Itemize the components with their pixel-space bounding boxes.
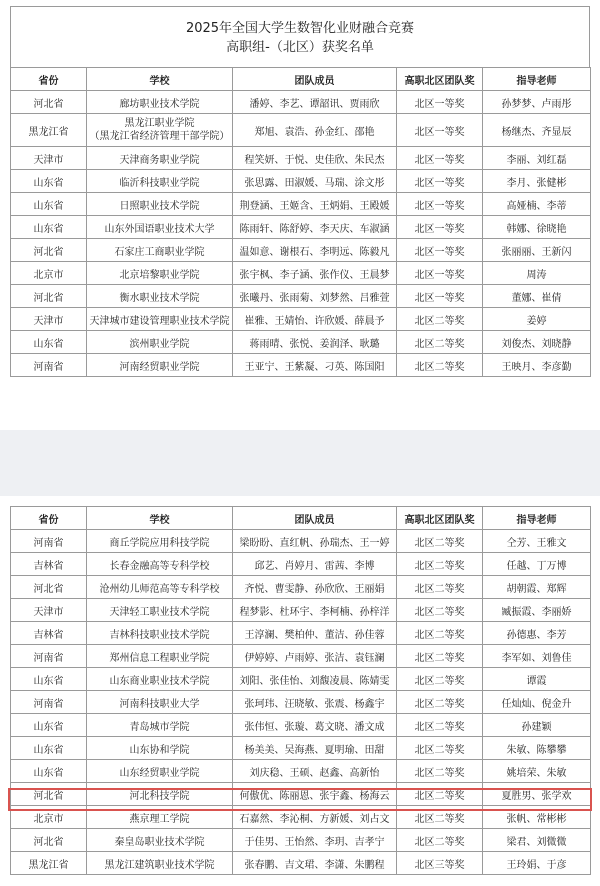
cell-school: 秦皇岛职业技术学院	[87, 829, 233, 852]
school-name: 山东外国语职业技术大学	[104, 223, 215, 235]
cell-teacher: 胡朝霞、郑辉	[483, 576, 591, 599]
cell-teacher: 周涛	[483, 262, 591, 285]
cell-members: 于佳男、王怡然、李玥、吉孝宁	[233, 829, 397, 852]
cell-members: 杨美美、吴海燕、夏明瑜、田甜	[233, 737, 397, 760]
document-page-2	[10, 506, 590, 875]
header-school: 学校	[87, 507, 233, 530]
cell-teacher: 张帆、常彬彬	[483, 806, 591, 829]
cell-award: 北区一等奖	[397, 147, 483, 170]
school-name: 日照职业技术学院	[119, 200, 200, 212]
table-1-body	[11, 91, 591, 377]
cell-school	[87, 239, 233, 262]
cell-province: 天津市	[11, 147, 87, 170]
cell-school	[87, 308, 233, 331]
cell-award: 北区二等奖	[397, 553, 483, 576]
cell-members: 郑旭、袁浩、孙金红、邵艳	[233, 114, 397, 147]
cell-award: 北区二等奖	[397, 576, 483, 599]
header-province: 省份	[11, 68, 87, 91]
cell-award: 北区一等奖	[397, 262, 483, 285]
cell-members: 潘婷、李艺、谭韶讯、贾雨欣	[233, 91, 397, 114]
cell-award: 北区一等奖	[397, 239, 483, 262]
cell-award: 北区一等奖	[397, 193, 483, 216]
cell-teacher: 朱敏、陈攀攀	[483, 737, 591, 760]
header-members: 团队成员	[233, 68, 397, 91]
cell-teacher: 董娜、崔倩	[483, 285, 591, 308]
cell-province: 山东省	[11, 193, 87, 216]
table-row	[11, 737, 591, 760]
document-title	[10, 6, 590, 67]
cell-province: 山东省	[11, 668, 87, 691]
table-row	[11, 114, 591, 147]
cell-school	[87, 331, 233, 354]
cell-award: 北区二等奖	[397, 737, 483, 760]
school-name: 衡水职业技术学院	[119, 292, 200, 304]
cell-members: 崔雅、王婧怡、许欣媛、薛晨予	[233, 308, 397, 331]
school-name: 临沂科技职业学院	[119, 177, 200, 189]
school-name: 廊坊职业技术学院	[119, 98, 200, 110]
cell-members: 邱艺、肖婷月、雷茜、李博	[233, 553, 397, 576]
cell-award: 北区二等奖	[397, 691, 483, 714]
cell-award: 北区二等奖	[397, 599, 483, 622]
cell-teacher: 王映月、李彦勤	[483, 354, 591, 377]
cell-teacher: 任越、丁万博	[483, 553, 591, 576]
cell-members: 刘阳、张佳怡、刘馥凌晨、陈婧雯	[233, 668, 397, 691]
table-row	[11, 216, 591, 239]
page-gap	[0, 430, 600, 496]
document-page-1	[10, 6, 590, 377]
cell-province: 天津市	[11, 308, 87, 331]
cell-teacher: 梁君、刘微微	[483, 829, 591, 852]
cell-province: 山东省	[11, 331, 87, 354]
cell-school: 燕京理工学院	[87, 806, 233, 829]
cell-members: 张曦丹、张雨菊、刘梦然、吕雅萱	[233, 285, 397, 308]
cell-teacher: 杨继杰、齐显辰	[483, 114, 591, 147]
cell-award: 北区二等奖	[397, 645, 483, 668]
cell-school: 青岛城市学院	[87, 714, 233, 737]
cell-school: 山东协和学院	[87, 737, 233, 760]
cell-teacher: 刘俊杰、刘晓静	[483, 331, 591, 354]
cell-school: 郑州信息工程职业学院	[87, 645, 233, 668]
header-award: 高职北区团队奖	[397, 68, 483, 91]
table-row	[11, 193, 591, 216]
cell-members: 温如意、谢根石、李明远、陈毅凡	[233, 239, 397, 262]
table-header-row	[11, 68, 591, 91]
table-row	[11, 331, 591, 354]
cell-award: 北区一等奖	[397, 114, 483, 147]
cell-teacher: 孙梦梦、卢雨彤	[483, 91, 591, 114]
cell-award: 北区二等奖	[397, 354, 483, 377]
awards-table-1	[10, 67, 591, 377]
table-row	[11, 91, 591, 114]
cell-teacher: 任灿灿、倪金升	[483, 691, 591, 714]
cell-members: 张春鹏、吉文珺、李潇、朱鹏程	[233, 852, 397, 875]
table-header-row	[11, 507, 591, 530]
title-line-1: 2025年全国大学生数智化业财融合竞赛	[185, 21, 415, 36]
school-name: 滨州职业学院	[129, 338, 190, 350]
table-row	[11, 530, 591, 553]
table-row	[11, 308, 591, 331]
awards-table-2	[10, 506, 591, 875]
cell-province: 河南省	[11, 354, 87, 377]
cell-teacher: 孙建颖	[483, 714, 591, 737]
cell-teacher: 臧振霞、李丽娇	[483, 599, 591, 622]
cell-members: 刘庆稳、王硕、赵鑫、高新怡	[233, 760, 397, 783]
cell-teacher: 张丽丽、王新闪	[483, 239, 591, 262]
cell-members: 程笑妍、于悦、史佳欣、朱民杰	[233, 147, 397, 170]
cell-school: 河北科技学院	[87, 783, 233, 806]
cell-award: 北区二等奖	[397, 829, 483, 852]
table-2-body	[11, 530, 591, 875]
cell-award: 北区二等奖	[397, 783, 483, 806]
table-row	[11, 852, 591, 875]
cell-school	[87, 170, 233, 193]
cell-school: 沧州幼儿师范高等专科学校	[87, 576, 233, 599]
cell-teacher: 谭霞	[483, 668, 591, 691]
cell-school	[87, 285, 233, 308]
cell-province: 黑龙江省	[11, 114, 87, 147]
cell-province: 吉林省	[11, 622, 87, 645]
cell-province: 河南省	[11, 530, 87, 553]
cell-school: 天津轻工职业技术学院	[87, 599, 233, 622]
cell-province: 河北省	[11, 829, 87, 852]
cell-teacher: 夏胜男、张学欢	[483, 783, 591, 806]
cell-school	[87, 262, 233, 285]
cell-members: 陈雨轩、陈舒婷、李天庆、车淑涵	[233, 216, 397, 239]
table-row	[11, 668, 591, 691]
table-row	[11, 645, 591, 668]
cell-school: 河南科技职业大学	[87, 691, 233, 714]
title-line-2: 高职组-（北区）获奖名单	[226, 40, 374, 55]
header-school: 学校	[87, 68, 233, 91]
table-row	[11, 262, 591, 285]
cell-award: 北区三等奖	[397, 852, 483, 875]
cell-award: 北区一等奖	[397, 285, 483, 308]
cell-members: 荆登涵、王姬含、王炳娟、王殿媛	[233, 193, 397, 216]
table-row	[11, 285, 591, 308]
cell-teacher: 韩娜、徐晓艳	[483, 216, 591, 239]
cell-teacher: 姜婷	[483, 308, 591, 331]
cell-teacher: 姚培荣、朱敏	[483, 760, 591, 783]
cell-award: 北区二等奖	[397, 760, 483, 783]
cell-award: 北区一等奖	[397, 170, 483, 193]
cell-province: 天津市	[11, 599, 87, 622]
school-name: 天津商务职业学院	[119, 154, 200, 166]
cell-school: 山东经贸职业学院	[87, 760, 233, 783]
cell-school: 商丘学院应用科技学院	[87, 530, 233, 553]
cell-school	[87, 147, 233, 170]
cell-school: 吉林科技职业技术学院	[87, 622, 233, 645]
cell-award: 北区二等奖	[397, 308, 483, 331]
cell-award: 北区二等奖	[397, 714, 483, 737]
cell-teacher: 王玲娟、于彦	[483, 852, 591, 875]
cell-members: 齐悦、曹雯静、孙欣欣、王丽娟	[233, 576, 397, 599]
header-province: 省份	[11, 507, 87, 530]
cell-province: 山东省	[11, 760, 87, 783]
highlight-annotation-box	[8, 788, 592, 811]
table-row	[11, 691, 591, 714]
cell-province: 山东省	[11, 170, 87, 193]
table-row	[11, 239, 591, 262]
cell-teacher: 李丽、刘红磊	[483, 147, 591, 170]
cell-members: 伊婷婷、卢雨婷、张洁、袁钰澜	[233, 645, 397, 668]
table-row	[11, 622, 591, 645]
cell-province: 黑龙江省	[11, 852, 87, 875]
school-name: 天津城市建设管理职业技术学院	[89, 315, 230, 327]
cell-members: 梁盼盼、直红帆、孙瑞杰、王一婷	[233, 530, 397, 553]
table-row	[11, 599, 591, 622]
table-row	[11, 829, 591, 852]
cell-award: 北区二等奖	[397, 622, 483, 645]
cell-teacher: 仝芳、王雅文	[483, 530, 591, 553]
table-row	[11, 714, 591, 737]
cell-award: 北区一等奖	[397, 216, 483, 239]
cell-school: 长春金融高等专科学校	[87, 553, 233, 576]
cell-province: 山东省	[11, 737, 87, 760]
cell-members: 石嘉然、李沁桐、方新媛、刘占文	[233, 806, 397, 829]
header-members: 团队成员	[233, 507, 397, 530]
header-teacher: 指导老师	[483, 507, 591, 530]
cell-teacher: 孙德惠、李芳	[483, 622, 591, 645]
cell-province: 河南省	[11, 645, 87, 668]
cell-province: 河南省	[11, 691, 87, 714]
cell-province: 山东省	[11, 216, 87, 239]
cell-school: 山东商业职业技术学院	[87, 668, 233, 691]
cell-members: 蒋雨晴、张悦、姜润泽、耿璐	[233, 331, 397, 354]
cell-province: 河北省	[11, 576, 87, 599]
header-teacher: 指导老师	[483, 68, 591, 91]
cell-members: 张思露、田淑媛、马瑞、涂文彤	[233, 170, 397, 193]
cell-school	[87, 193, 233, 216]
cell-members: 何傲优、陈丽恩、张宇鑫、杨海云	[233, 783, 397, 806]
cell-members: 王亚宁、王紫凝、刁英、陈国阳	[233, 354, 397, 377]
cell-award: 北区二等奖	[397, 668, 483, 691]
cell-award: 北区二等奖	[397, 806, 483, 829]
cell-province: 河北省	[11, 285, 87, 308]
cell-school	[87, 216, 233, 239]
cell-school	[87, 114, 233, 147]
cell-members: 程梦影、杜环宇、李柯楠、孙梓洋	[233, 599, 397, 622]
cell-province: 山东省	[11, 714, 87, 737]
cell-province: 河北省	[11, 239, 87, 262]
school-name: 北京培黎职业学院	[119, 269, 200, 281]
cell-province: 河北省	[11, 91, 87, 114]
cell-school	[87, 91, 233, 114]
table-row	[11, 576, 591, 599]
table-row	[11, 553, 591, 576]
school-name: 河南经贸职业学院	[119, 361, 200, 373]
cell-award: 北区一等奖	[397, 91, 483, 114]
cell-province: 吉林省	[11, 553, 87, 576]
cell-school	[87, 354, 233, 377]
cell-province: 河北省	[11, 783, 87, 806]
cell-teacher: 李月、张健彬	[483, 170, 591, 193]
cell-members: 张珂玮、汪晓敏、张震、杨鑫宇	[233, 691, 397, 714]
cell-members: 张伟恒、张璇、葛文晓、潘文成	[233, 714, 397, 737]
cell-teacher: 李军如、刘鲁佳	[483, 645, 591, 668]
table-row	[11, 170, 591, 193]
cell-teacher: 高娅楠、李蒂	[483, 193, 591, 216]
cell-award: 北区二等奖	[397, 331, 483, 354]
cell-school: 黑龙江建筑职业技术学院	[87, 852, 233, 875]
cell-province: 北京市	[11, 262, 87, 285]
school-name: 石家庄工商职业学院	[114, 246, 205, 258]
table-row	[11, 354, 591, 377]
table-row	[11, 147, 591, 170]
school-alt-name: （黑龙江省经济管理干部学院）	[89, 131, 230, 142]
school-name: 黑龙江职业学院	[124, 118, 195, 129]
table-row	[11, 760, 591, 783]
header-award: 高职北区团队奖	[397, 507, 483, 530]
cell-members: 张宇枫、李子涵、张作仪、王晨梦	[233, 262, 397, 285]
cell-province: 北京市	[11, 806, 87, 829]
cell-members: 王淳澜、樊柏仲、董洁、孙佳蓉	[233, 622, 397, 645]
cell-award: 北区二等奖	[397, 530, 483, 553]
